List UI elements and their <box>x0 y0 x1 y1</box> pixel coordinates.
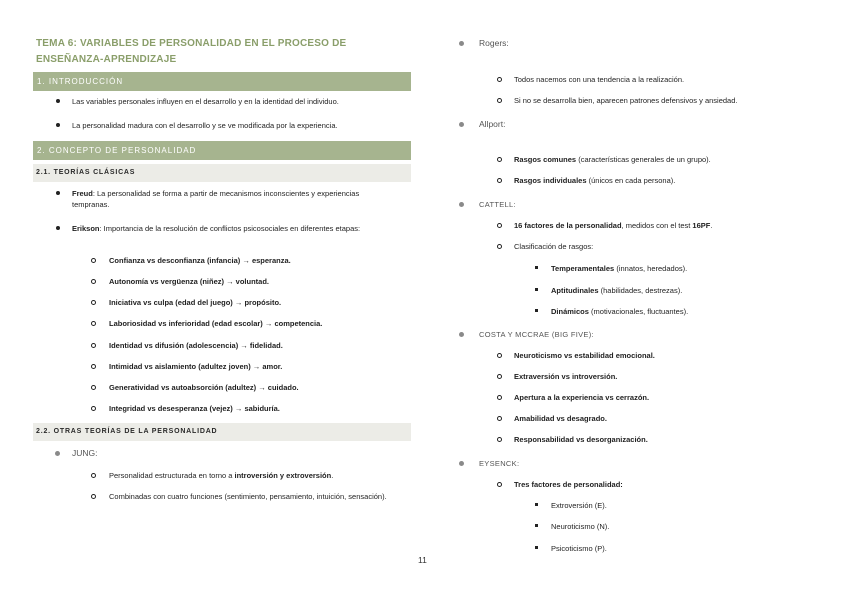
rogers-label: Rogers: <box>479 38 509 48</box>
jung-item-1: Personalidad estructurada en torno a introversión y extroversión. <box>109 471 334 480</box>
cattell-item-1: 16 factores de la personalidad, medidos con el test 16PF. <box>514 221 713 230</box>
eysenck-sub: Extroversión (E). <box>551 501 607 510</box>
bullet-dot <box>459 41 464 46</box>
bullet-ring <box>91 385 96 390</box>
eysenck-sub: Psicoticismo (P). <box>551 544 607 553</box>
bullet-ring <box>497 223 502 228</box>
bullet-dot <box>56 191 60 195</box>
bullet-square <box>535 503 538 506</box>
erikson-stage: Identidad vs difusión (adolescencia) → fidelidad. <box>109 341 283 350</box>
bullet-square <box>535 524 538 527</box>
bullet-ring <box>497 395 502 400</box>
intro-item-2: La personalidad madura con el desarrollo y se ve modificada por la experiencia. <box>72 121 338 130</box>
page-number: 11 <box>418 555 427 565</box>
bullet-dot <box>56 123 60 127</box>
bullet-ring <box>91 300 96 305</box>
erikson-stage: Confianza vs desconfianza (infancia) → esperanza. <box>109 256 291 265</box>
big-five-item: Amabilidad vs desagrado. <box>514 414 607 423</box>
erikson-stage: Generatividad vs autoabsorción (adultez) → cuidado. <box>109 383 299 392</box>
big-five-item: Apertura a la experiencia vs cerrazón. <box>514 393 650 402</box>
bullet-dot <box>459 122 464 127</box>
bullet-ring <box>497 157 502 162</box>
cattell-sub: Dinámicos (motivacionales, fluctuantes). <box>551 307 689 316</box>
bullet-ring <box>91 406 96 411</box>
bullet-square <box>535 546 538 549</box>
section-heading-concepto: 2. CONCEPTO DE PERSONALIDAD <box>33 141 411 160</box>
bullet-ring <box>497 374 502 379</box>
bullet-ring <box>91 321 96 326</box>
erikson-item: Erikson: Importancia de la resolución de conflictos psicosociales en diferentes etapas: <box>72 224 361 233</box>
rogers-item: Todos nacemos con una tendencia a la realización. <box>514 75 685 84</box>
bullet-ring <box>91 494 96 499</box>
bullet-ring <box>91 364 96 369</box>
bullet-ring <box>497 98 502 103</box>
erikson-stage: Autonomía vs vergüenza (niñez) → voluntad. <box>109 277 270 286</box>
costa-label: COSTA Y MCCRAE (BIG FIVE): <box>479 330 594 339</box>
bullet-ring <box>497 353 502 358</box>
bullet-square <box>535 288 538 291</box>
bullet-dot <box>459 202 464 207</box>
cattell-item-2: Clasificación de rasgos: <box>514 242 594 251</box>
cattell-sub: Temperamentales (innatos, heredados). <box>551 264 688 273</box>
big-five-item: Responsabilidad vs desorganización. <box>514 435 648 444</box>
bullet-ring <box>91 473 96 478</box>
eysenck-item: Tres factores de personalidad: <box>514 480 623 489</box>
bullet-ring <box>497 77 502 82</box>
allport-item-1: Rasgos comunes (características generales de un grupo). <box>514 155 711 164</box>
eysenck-sub: Neuroticismo (N). <box>551 522 610 531</box>
erikson-stage: Intimidad vs aislamiento (adultez joven) → amor. <box>109 362 283 371</box>
allport-label: Allport: <box>479 119 506 129</box>
subheading-teorias-clasicas: 2.1. TEORÍAS CLÁSICAS <box>33 164 411 182</box>
freud-item: Freud: La personalidad se forma a partir de mecanismos inconscientes y experiencias tempranas. <box>72 189 360 209</box>
bullet-ring <box>497 437 502 442</box>
bullet-ring <box>497 416 502 421</box>
erikson-stage: Iniciativa vs culpa (edad del juego) → propósito. <box>109 298 282 307</box>
rogers-item: Si no se desarrolla bien, aparecen patrones defensivos y ansiedad. <box>514 96 738 105</box>
allport-item-2: Rasgos individuales (únicos en cada persona). <box>514 176 676 185</box>
jung-label: JUNG: <box>72 448 98 458</box>
bullet-dot <box>459 332 464 337</box>
subheading-otras-teorias: 2.2. OTRAS TEORÍAS DE LA PERSONALIDAD <box>33 423 411 441</box>
eysenck-label: EYSENCK: <box>479 459 520 468</box>
erikson-stage: Laboriosidad vs inferioridad (edad escolar) → competencia. <box>109 319 323 328</box>
big-five-item: Neuroticismo vs estabilidad emocional. <box>514 351 655 360</box>
jung-item-2: Combinadas con cuatro funciones (sentimiento, pensamiento, intuición, sensación). <box>109 492 387 501</box>
bullet-dot <box>459 461 464 466</box>
document-title: TEMA 6: VARIABLES DE PERSONALIDAD EN EL PROCESO DE ENSEÑANZA-APRENDIZAJE <box>36 38 347 65</box>
bullet-ring <box>91 258 96 263</box>
bullet-dot <box>56 226 60 230</box>
bullet-square <box>535 309 538 312</box>
intro-item-1: Las variables personales influyen en el desarrollo y en la identidad del individuo. <box>72 97 339 106</box>
bullet-ring <box>91 343 96 348</box>
cattell-sub: Aptitudinales (habilidades, destrezas). <box>551 286 683 295</box>
bullet-ring <box>497 244 502 249</box>
erikson-stage: Integridad vs desesperanza (vejez) → sabiduría. <box>109 404 280 413</box>
bullet-ring <box>497 178 502 183</box>
bullet-dot <box>56 99 60 103</box>
cattell-label: CATTELL: <box>479 200 516 209</box>
section-heading-introduccion: 1. INTRODUCCIÓN <box>33 72 411 91</box>
bullet-square <box>535 266 538 269</box>
bullet-ring <box>91 279 96 284</box>
bullet-ring <box>497 482 502 487</box>
bullet-dot <box>55 451 60 456</box>
big-five-item: Extraversión vs introversión. <box>514 372 618 381</box>
